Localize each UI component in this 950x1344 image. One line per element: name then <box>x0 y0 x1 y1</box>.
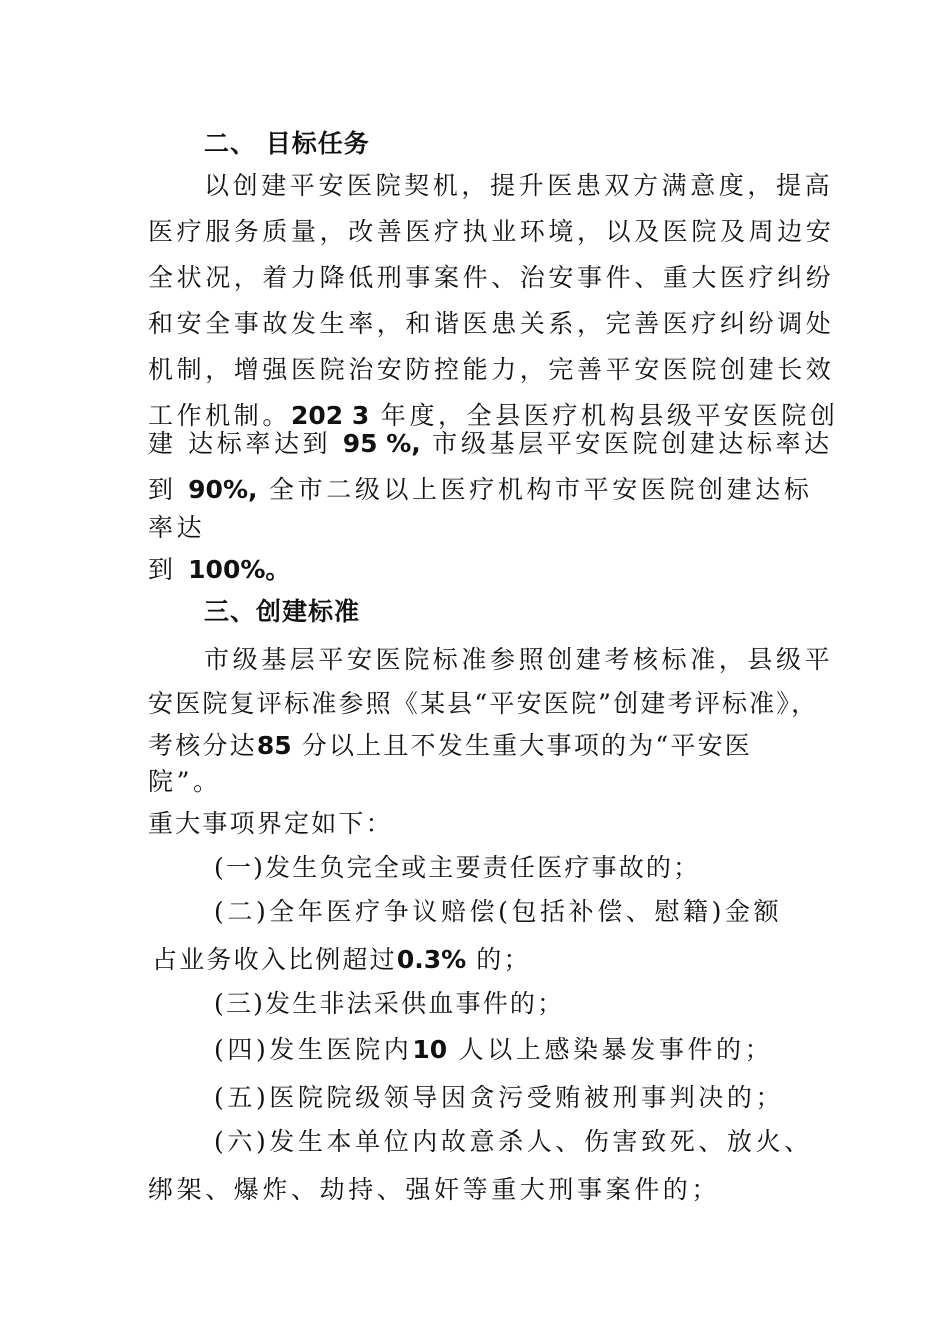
tier2-rate-value: 100%。 <box>188 555 291 584</box>
text-fragment: 人以上感染暴发事件的； <box>447 1035 774 1064</box>
list-intro: 重大事项界定如下： <box>148 809 393 838</box>
year-value: 202 3 <box>291 401 370 430</box>
paragraph-line <box>148 554 290 586</box>
text-fragment: 到 <box>148 555 189 584</box>
list-item-continuation <box>152 944 531 976</box>
paragraph-line: 机制，增强医院治安防控能力，完善平安医院创建长效 <box>148 355 835 384</box>
paragraph-line: 医疗服务质量，改善医疗执业环境，以及医院及周边安 <box>148 217 835 246</box>
paragraph-line: 以创建平安医院契机，提升医患双方满意度，提高 <box>204 171 834 200</box>
list-item <box>214 1034 773 1066</box>
text-fragment: 年度，全县医疗机构县级平安医院创 <box>369 401 839 430</box>
paragraph-line <box>148 428 833 460</box>
paragraph-line: 和安全事故发生率，和谐医患关系，完善医疗纠纷调处 <box>148 309 835 338</box>
text-fragment: 工作机制。 <box>148 401 292 430</box>
section-heading-objectives: 二、 目标任务 <box>204 129 370 158</box>
paragraph-line: 院”。 <box>148 767 222 796</box>
text-fragment: (四)发生医院内 <box>214 1035 413 1064</box>
paragraph-line <box>148 474 812 506</box>
text-fragment: 市级基层平安医院创建达标率达 <box>420 429 833 458</box>
county-rate-value: 95 %, <box>342 429 421 458</box>
count-value: 10 <box>412 1035 448 1064</box>
list-item: (六)发生本单位内故意杀人、伤害致死、放火、 <box>214 1127 813 1156</box>
paragraph-line: 安医院复评标准参照《某县“平安医院”创建考评标准》， <box>148 689 819 718</box>
text-fragment: 分以上且不发生重大事项的为“平安医 <box>291 731 752 760</box>
list-item: (一)发生负完全或主要责任医疗事故的； <box>214 853 701 882</box>
text-fragment: 建 达标率达到 <box>148 429 343 458</box>
paragraph-line: 率达 <box>148 513 206 542</box>
ratio-value: 0.3% <box>396 945 467 974</box>
paragraph-line: 市级基层平安医院标准参照创建考核标准，县级平 <box>204 645 834 674</box>
section-heading-standards: 三、创建标准 <box>204 597 361 626</box>
city-rate-value: 90%, <box>188 475 258 504</box>
score-value: 85 <box>256 731 292 760</box>
text-fragment: 全市二级以上医疗机构市平安医院创建达标 <box>257 475 813 504</box>
list-item: (三)发生非法采供血事件的； <box>214 989 565 1018</box>
paragraph-line <box>148 730 752 762</box>
list-item: (五)医院院级领导因贪污受贿被刑事判决的； <box>214 1083 785 1112</box>
text-fragment: 占业务收入比例超过 <box>152 945 397 974</box>
text-fragment: 到 <box>148 475 189 504</box>
list-item: (二)全年医疗争议赔偿(包括补偿、慰籍)金额 <box>214 897 783 926</box>
paragraph-line: 全状况，着力降低刑事案件、治安事件、重大医疗纠纷 <box>148 263 835 292</box>
list-item-continuation: 绑架、爆炸、劫持、强奸等重大刑事案件的； <box>148 1175 721 1204</box>
text-fragment: 考核分达 <box>148 731 257 760</box>
text-fragment: 的； <box>466 945 531 974</box>
